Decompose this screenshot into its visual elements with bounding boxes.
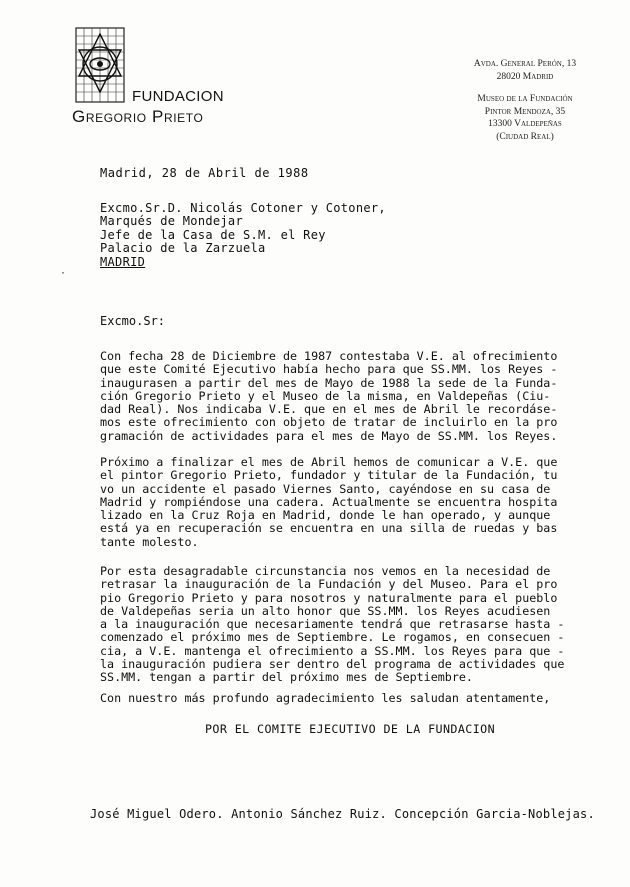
paragraph-3 [100,565,620,685]
recipient-line: Excmo.Sr.D. Nicolás Cotoner y Cotoner, [100,201,386,215]
paragraph-line: vo un accidente el pasado Viernes Santo, cayéndose en su casa de [100,481,551,496]
paragraph-line: SS.MM. tengan a partir del próximo mes de Septiembre. [100,670,473,685]
paragraph-line: a la inauguración que necesariamente tendrá que retrasarse hasta - [100,617,565,632]
recipient-line: Palacio de la Zarzuela [100,241,266,256]
address-line: 28020 Madrid [496,71,554,82]
museum-line: 13300 Valdepeñas [488,119,562,129]
paragraph-line: Por esta desagradable circunstancia nos vemos en la necesidad de [100,564,551,578]
paragraph-line: Con fecha 28 de Diciembre de 1987 contestaba V.E. al ofrecimiento [100,349,558,363]
paragraph-line: tante molesto. [100,534,199,549]
address-block [440,58,610,143]
paragraph-line: lizado en la Cruz Roja en Madrid, donde le han operado, y aunque [100,508,551,523]
closing-line: Con nuestro más profundo agradecimiento les saludan atentamente, [100,691,551,705]
recipient-line: Marqués de Mondejar [100,214,243,229]
paragraph-line: la inauguración pudiera ser dentro del programa de actividades que [100,657,565,672]
paragraph-line: mos este ofrecimiento con objeto de tratar de incluirlo en la pro [100,415,558,430]
salutation: Excmo.Sr: [100,314,166,328]
paragraph-line: dad Real). Nos indicaba V.E. que en el mes de Abril le recordáse- [100,402,558,417]
paragraph-line: inaugurasen a partir del mes de Mayo de 1988 la sede de la Funda- [100,375,558,390]
paragraph-line: Próximo a finalizar el mes de Abril hemos de comunicar a V.E. que [100,455,558,469]
paragraph-1 [100,350,620,443]
paragraph-line: cia, a V.E. mantenga el ofrecimiento a SS.MM. los Reyes para que - [100,643,565,658]
paragraph-line: Madrid y rompiéndose una cadera. Actualmente se encuentra hospita [100,494,558,509]
paragraph-line: el pintor Gregorio Prieto, fundador y titular de la Fundación, tu [100,468,558,483]
paragraph-line: pio Gregorio Prieto y para nosotros y naturalmente para el pueblo [100,590,558,605]
recipient-city: MADRID [100,254,146,269]
address-line: Avda. General Perón, 13 [473,59,577,69]
paragraph-line: ción Gregorio Prieto y el Museo de la misma, en Valdepeñas (Ciu- [100,388,551,403]
museum-line: (Ciudad Real) [496,131,554,142]
paragraph-line: comenzado el próximo mes de Septiembre. Le rogamos, en consecuen - [100,630,565,645]
committee-line: POR EL COMITE EJECUTIVO DE LA FUNDACION [205,722,496,736]
paragraph-2 [100,456,620,549]
paragraph-line: gramación de actividades para el mes de Mayo de SS.MM. los Reyes. [100,428,558,443]
museum-line: Pintor Mendoza, 35 [484,106,566,117]
letter-date: Madrid, 28 de Abril de 1988 [100,166,309,180]
recipient-block [100,202,386,269]
org-name-line1: FUNDACION [132,88,224,105]
signatures-line: José Miguel Odero. Antonio Sánchez Ruiz. Concepción Garcia-Noblejas. [90,807,595,821]
paragraph-line: de Valdepeñas seria un alto honor que SS.MM. los Reyes acudiesen [100,603,551,618]
paragraph-line: que este Comité Ejecutivo había hecho para que SS.MM. los Reyes - [100,362,558,377]
paragraph-line: está ya en recuperación se encuentra en una silla de ruedas y bas [100,521,558,536]
foundation-logo-icon [74,26,126,104]
margin-mark: · [60,268,67,279]
paragraph-line: retrasar la inauguración de la Fundación y del Museo. Para el pro [100,577,558,592]
recipient-line: Jefe de la Casa de S.M. el Rey [100,227,326,242]
museum-line: Museo de la Fundación [477,94,573,104]
org-name-line2: Gregorio Prieto [72,107,204,126]
